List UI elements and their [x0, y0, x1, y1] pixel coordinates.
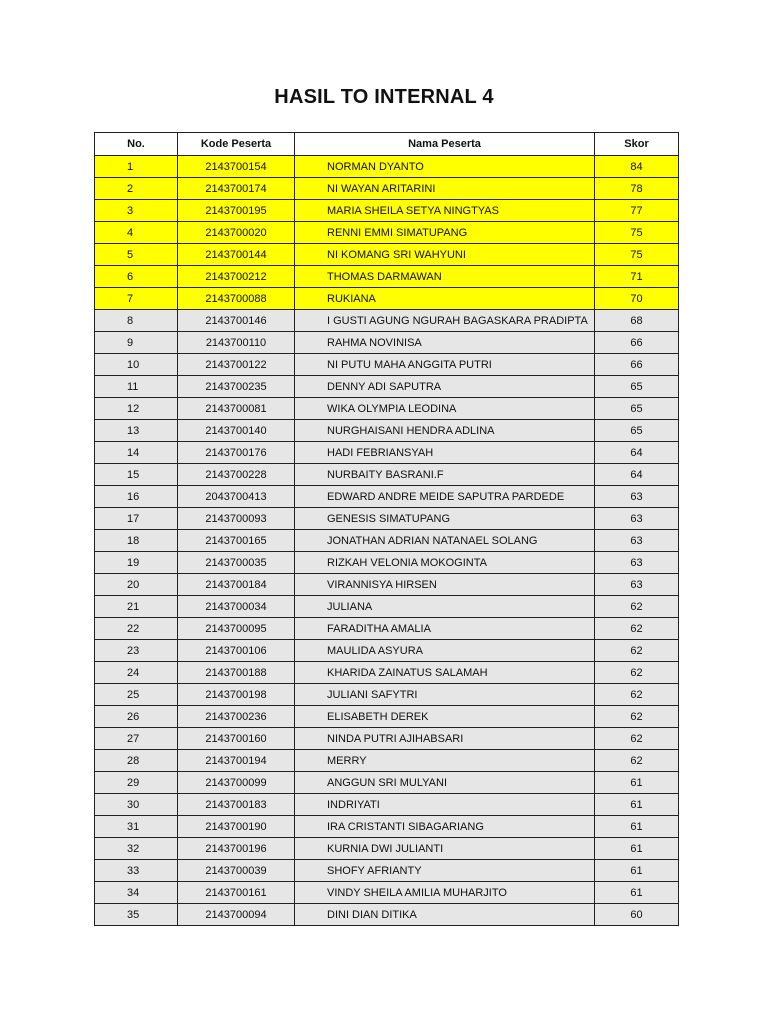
row-number: 15 [95, 464, 178, 486]
score: 70 [595, 288, 679, 310]
table-row [95, 156, 679, 178]
row-number: 4 [95, 222, 178, 244]
row-number: 16 [95, 486, 178, 508]
score: 63 [595, 508, 679, 530]
participant-name: JULIANI SAFYTRI [295, 684, 595, 706]
row-number: 9 [95, 332, 178, 354]
participant-code: 2143700081 [178, 398, 295, 420]
participant-name: DENNY ADI SAPUTRA [295, 376, 595, 398]
page-title: HASIL TO INTERNAL 4 [274, 86, 494, 108]
score: 84 [595, 156, 679, 178]
participant-name: IRA CRISTANTI SIBAGARIANG [295, 816, 595, 838]
row-number: 33 [95, 860, 178, 882]
score: 64 [595, 464, 679, 486]
participant-name: GENESIS SIMATUPANG [295, 508, 595, 530]
participant-name: WIKA OLYMPIA LEODINA [295, 398, 595, 420]
row-number: 6 [95, 266, 178, 288]
row-number: 14 [95, 442, 178, 464]
participant-code: 2143700196 [178, 838, 295, 860]
table-row [95, 508, 679, 530]
participant-code: 2143700160 [178, 728, 295, 750]
header-nama-peserta: Nama Peserta [295, 133, 595, 156]
row-number: 18 [95, 530, 178, 552]
score: 62 [595, 596, 679, 618]
score: 63 [595, 530, 679, 552]
participant-name: SHOFY AFRIANTY [295, 860, 595, 882]
participant-name: ELISABETH DEREK [295, 706, 595, 728]
table-row [95, 464, 679, 486]
score: 65 [595, 376, 679, 398]
participant-code: 2143700236 [178, 706, 295, 728]
participant-code: 2143700176 [178, 442, 295, 464]
score: 63 [595, 552, 679, 574]
table-row [95, 310, 679, 332]
table-row [95, 332, 679, 354]
participant-name: VINDY SHEILA AMILIA MUHARJITO [295, 882, 595, 904]
participant-name: RUKIANA [295, 288, 595, 310]
participant-code: 2143700161 [178, 882, 295, 904]
row-number: 20 [95, 574, 178, 596]
participant-code: 2143700190 [178, 816, 295, 838]
participant-name: ANGGUN SRI MULYANI [295, 772, 595, 794]
participant-name: EDWARD ANDRE MEIDE SAPUTRA PARDEDE [295, 486, 595, 508]
score: 62 [595, 684, 679, 706]
row-number: 28 [95, 750, 178, 772]
table-row [95, 420, 679, 442]
participant-code: 2143700212 [178, 266, 295, 288]
table-row [95, 904, 679, 926]
score: 62 [595, 618, 679, 640]
participant-code: 2143700039 [178, 860, 295, 882]
participant-name: RIZKAH VELONIA MOKOGINTA [295, 552, 595, 574]
score: 75 [595, 244, 679, 266]
participant-code: 2143700144 [178, 244, 295, 266]
table-row [95, 684, 679, 706]
score: 61 [595, 794, 679, 816]
participant-name: RENNI EMMI SIMATUPANG [295, 222, 595, 244]
participant-name: THOMAS DARMAWAN [295, 266, 595, 288]
participant-name: KURNIA DWI JULIANTI [295, 838, 595, 860]
participant-code: 2143700146 [178, 310, 295, 332]
table-row [95, 728, 679, 750]
table-row [95, 442, 679, 464]
participant-name: NI KOMANG SRI WAHYUNI [295, 244, 595, 266]
score: 61 [595, 772, 679, 794]
score: 62 [595, 706, 679, 728]
participant-code: 2143700184 [178, 574, 295, 596]
table-row [95, 266, 679, 288]
participant-code: 2143700093 [178, 508, 295, 530]
table-row [95, 640, 679, 662]
table-row [95, 552, 679, 574]
score: 68 [595, 310, 679, 332]
participant-name: MAULIDA ASYURA [295, 640, 595, 662]
participant-code: 2143700188 [178, 662, 295, 684]
participant-name: RAHMA NOVINISA [295, 332, 595, 354]
row-number: 2 [95, 178, 178, 200]
row-number: 3 [95, 200, 178, 222]
row-number: 10 [95, 354, 178, 376]
score: 78 [595, 178, 679, 200]
participant-code: 2143700106 [178, 640, 295, 662]
header-no: No. [95, 133, 178, 156]
score: 63 [595, 574, 679, 596]
participant-code: 2143700035 [178, 552, 295, 574]
row-number: 11 [95, 376, 178, 398]
score: 75 [595, 222, 679, 244]
table-row [95, 838, 679, 860]
row-number: 1 [95, 156, 178, 178]
score: 61 [595, 860, 679, 882]
table-row [95, 530, 679, 552]
row-number: 19 [95, 552, 178, 574]
row-number: 5 [95, 244, 178, 266]
score: 66 [595, 354, 679, 376]
row-number: 26 [95, 706, 178, 728]
participant-name: MERRY [295, 750, 595, 772]
participant-name: JONATHAN ADRIAN NATANAEL SOLANG [295, 530, 595, 552]
table-body [95, 156, 679, 926]
participant-code: 2143700195 [178, 200, 295, 222]
participant-code: 2143700154 [178, 156, 295, 178]
row-number: 29 [95, 772, 178, 794]
table-row [95, 706, 679, 728]
table-row [95, 574, 679, 596]
participant-code: 2143700088 [178, 288, 295, 310]
table-row [95, 376, 679, 398]
row-number: 34 [95, 882, 178, 904]
header-skor: Skor [595, 133, 679, 156]
participant-name: NI WAYAN ARITARINI [295, 178, 595, 200]
table-row [95, 750, 679, 772]
participant-code: 2143700110 [178, 332, 295, 354]
score: 64 [595, 442, 679, 464]
participant-name: I GUSTI AGUNG NGURAH BAGASKARA PRADIPTA [295, 310, 595, 332]
table-row [95, 288, 679, 310]
table-row [95, 618, 679, 640]
table-row [95, 860, 679, 882]
table-row [95, 398, 679, 420]
participant-name: VIRANNISYA HIRSEN [295, 574, 595, 596]
table-row [95, 772, 679, 794]
participant-code: 2143700198 [178, 684, 295, 706]
table-row [95, 200, 679, 222]
score: 62 [595, 662, 679, 684]
row-number: 27 [95, 728, 178, 750]
header-kode-peserta: Kode Peserta [178, 133, 295, 156]
table-row [95, 794, 679, 816]
row-number: 17 [95, 508, 178, 530]
participant-code: 2143700165 [178, 530, 295, 552]
row-number: 13 [95, 420, 178, 442]
participant-code: 2143700034 [178, 596, 295, 618]
row-number: 8 [95, 310, 178, 332]
participant-name: MARIA SHEILA SETYA NINGTYAS [295, 200, 595, 222]
participant-name: FARADITHA AMALIA [295, 618, 595, 640]
participant-name: INDRIYATI [295, 794, 595, 816]
score: 62 [595, 640, 679, 662]
participant-code: 2143700122 [178, 354, 295, 376]
table-row [95, 178, 679, 200]
participant-name: HADI FEBRIANSYAH [295, 442, 595, 464]
participant-name: NINDA PUTRI AJIHABSARI [295, 728, 595, 750]
row-number: 22 [95, 618, 178, 640]
table-row [95, 596, 679, 618]
participant-code: 2143700235 [178, 376, 295, 398]
participant-code: 2143700194 [178, 750, 295, 772]
participant-code: 2143700094 [178, 904, 295, 926]
score: 66 [595, 332, 679, 354]
table-row [95, 662, 679, 684]
participant-name: NORMAN DYANTO [295, 156, 595, 178]
participant-name: NURGHAISANI HENDRA ADLINA [295, 420, 595, 442]
row-number: 25 [95, 684, 178, 706]
table-row [95, 244, 679, 266]
score: 61 [595, 816, 679, 838]
results-table [94, 132, 679, 926]
participant-name: KHARIDA ZAINATUS SALAMAH [295, 662, 595, 684]
row-number: 12 [95, 398, 178, 420]
row-number: 30 [95, 794, 178, 816]
participant-code: 2143700095 [178, 618, 295, 640]
table-header [95, 133, 679, 156]
row-number: 21 [95, 596, 178, 618]
participant-code: 2043700413 [178, 486, 295, 508]
table-row [95, 486, 679, 508]
score: 71 [595, 266, 679, 288]
participant-code: 2143700183 [178, 794, 295, 816]
table-row [95, 816, 679, 838]
row-number: 24 [95, 662, 178, 684]
participant-code: 2143700174 [178, 178, 295, 200]
row-number: 23 [95, 640, 178, 662]
table-row [95, 882, 679, 904]
participant-name: JULIANA [295, 596, 595, 618]
participant-code: 2143700228 [178, 464, 295, 486]
score: 61 [595, 882, 679, 904]
header-row [95, 133, 679, 156]
table-row [95, 354, 679, 376]
row-number: 32 [95, 838, 178, 860]
row-number: 7 [95, 288, 178, 310]
score: 60 [595, 904, 679, 926]
row-number: 35 [95, 904, 178, 926]
participant-code: 2143700140 [178, 420, 295, 442]
score: 63 [595, 486, 679, 508]
score: 62 [595, 750, 679, 772]
participant-code: 2143700020 [178, 222, 295, 244]
participant-name: DINI DIAN DITIKA [295, 904, 595, 926]
score: 62 [595, 728, 679, 750]
table-row [95, 222, 679, 244]
score: 61 [595, 838, 679, 860]
score: 65 [595, 398, 679, 420]
participant-name: NURBAITY BASRANI.F [295, 464, 595, 486]
participant-name: NI PUTU MAHA ANGGITA PUTRI [295, 354, 595, 376]
row-number: 31 [95, 816, 178, 838]
score: 77 [595, 200, 679, 222]
score: 65 [595, 420, 679, 442]
participant-code: 2143700099 [178, 772, 295, 794]
